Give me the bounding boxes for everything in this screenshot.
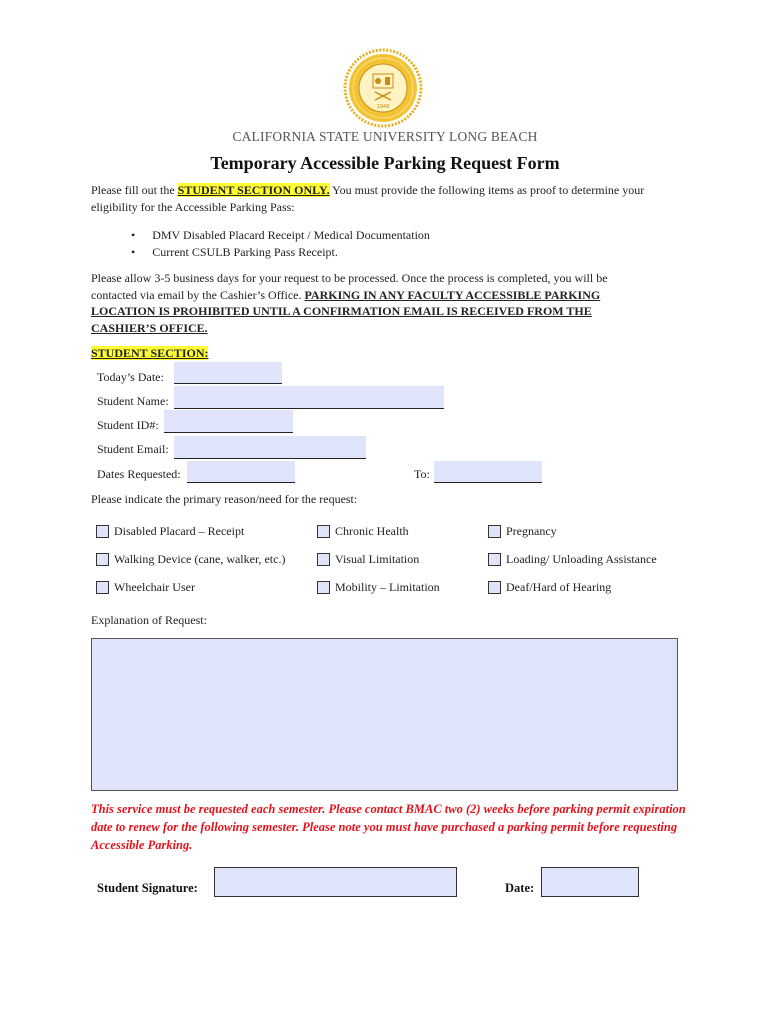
mobility-limitation-label: Mobility – Limitation [335, 580, 440, 594]
requirement-text: Current CSULB Parking Pass Receipt. [152, 245, 338, 259]
semester-notice: This service must be requested each semester. Please contact BMAC two (2) weeks before parking permit expiration date to renew for the following semester. Please note you must have purchased a parking permit before requesting Accessible Parking. [91, 802, 686, 852]
walking-device-label: Walking Device (cane, walker, etc.) [114, 552, 286, 566]
todays-date-field[interactable] [174, 362, 282, 384]
dates-requested-to-field[interactable] [434, 461, 542, 483]
disabled-placard-checkbox[interactable] [96, 525, 109, 538]
disabled-placard-label: Disabled Placard – Receipt [114, 524, 245, 538]
walking-device-checkbox[interactable] [96, 553, 109, 566]
requirement-item-2 [131, 244, 338, 261]
student-section-only-highlight: STUDENT SECTION ONLY. [177, 183, 330, 197]
university-seal-logo [343, 48, 423, 128]
student-email-field[interactable] [174, 436, 366, 459]
student-email-label: Student Email: [97, 442, 169, 456]
bullet-icon: • [131, 245, 136, 259]
intro-paragraph [91, 182, 691, 215]
wheelchair-user-label: Wheelchair User [114, 580, 195, 594]
todays-date-label: Today’s Date: [97, 370, 164, 384]
chronic-health-checkbox[interactable] [317, 525, 330, 538]
requirement-text: DMV Disabled Placard Receipt / Medical Documentation [152, 228, 430, 242]
loading-unloading-label: Loading/ Unloading Assistance [506, 552, 657, 566]
bullet-icon: • [131, 228, 136, 242]
parking-warning: PARKING IN ANY FACULTY ACCESSIBLE PARKING LOCATION IS PROHIBITED UNTIL A CONFIRMATION EMAIL IS RECEIVED FROM THE CASHIER’S OFFICE. [91, 287, 601, 335]
reason-prompt: Please indicate the primary reason/need for the request: [91, 492, 358, 506]
explanation-textarea[interactable] [91, 638, 678, 791]
wheelchair-user-checkbox[interactable] [96, 581, 109, 594]
visual-limitation-checkbox[interactable] [317, 553, 330, 566]
visual-limitation-label: Visual Limitation [335, 552, 420, 566]
student-id-field[interactable] [164, 410, 293, 433]
intro-prefix: Please fill out the [91, 183, 178, 197]
processing-text: Please allow 3-5 business days for your request to be processed. Once the process is completed, you will be contacted via email by the Cashier’s Office. [91, 271, 608, 302]
loading-unloading-checkbox[interactable] [488, 553, 501, 566]
intro-suffix: You must provide the following items as proof to determine your eligibility for the Accessible Parking Pass: [91, 183, 645, 214]
signature-field[interactable] [214, 867, 457, 897]
mobility-limitation-checkbox[interactable] [317, 581, 330, 594]
student-section-heading: STUDENT SECTION: [91, 346, 209, 360]
deaf-hard-of-hearing-label: Deaf/Hard of Hearing [506, 580, 612, 594]
requirement-item-1 [131, 227, 430, 244]
student-id-label: Student ID#: [97, 418, 159, 432]
university-name: CALIFORNIA STATE UNIVERSITY LONG BEACH [232, 129, 538, 144]
pregnancy-checkbox[interactable] [488, 525, 501, 538]
form-title: Temporary Accessible Parking Request Form [210, 153, 560, 173]
processing-paragraph [91, 270, 643, 336]
pregnancy-label: Pregnancy [506, 524, 557, 538]
date-label: Date: [505, 881, 535, 895]
dates-requested-label: Dates Requested: [97, 467, 181, 481]
dates-requested-from-field[interactable] [187, 461, 295, 483]
signature-label: Student Signature: [97, 881, 198, 895]
explanation-label: Explanation of Request: [91, 613, 207, 627]
student-name-label: Student Name: [97, 394, 169, 408]
chronic-health-label: Chronic Health [335, 524, 409, 538]
deaf-hard-of-hearing-checkbox[interactable] [488, 581, 501, 594]
signature-date-field[interactable] [541, 867, 639, 897]
to-label: To: [414, 467, 430, 481]
student-name-field[interactable] [174, 386, 444, 409]
svg-text:1949: 1949 [376, 104, 390, 110]
